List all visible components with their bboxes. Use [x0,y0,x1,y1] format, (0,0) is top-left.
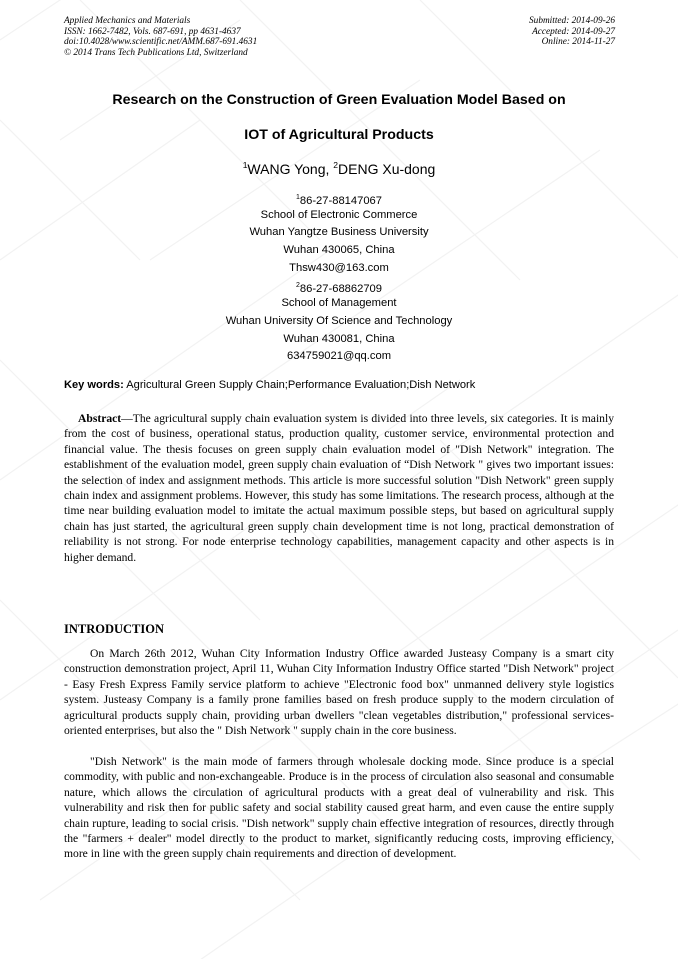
submitted-date: Submitted: 2014-09-26 [529,16,615,26]
abstract-text: —The agricultural supply chain evaluation system is divided into three levels, six categories. It is mainly from the cost of business, operational status, production quality, customer service, environmental protection and financial value. The thesis focuses on green supply chain evaluation model of "Dish Network" integration. The establishment of the evaluation model, green supply chain evaluation of “Dish Network " gives two important issues: the selection of index and assignment methods. This article is more successful solution "Dish Network" green supply chain index and assignment problems. However, this study has some limitations. The research process, although at the time near building evaluation model to imitate the actual maximum possible steps, but based on agricultural supply chain has just started, the agricultural green supply chain development time is not long, practical demonstration of reliability is not strong. For node enterprise technology capabilities, management capacity and other aspects is in higher demand. [64,412,614,564]
affiliation-1-university: Wuhan Yangtze Business University [249,226,429,239]
affiliation-2-school: School of Management [281,297,397,310]
journal-info [64,16,257,58]
online-date: Online: 2014-11-27 [541,37,615,47]
affiliation-1-superscript: 1 [295,194,300,201]
journal-copyright: © 2014 Trans Tech Publications Ltd, Switzerland [64,47,248,58]
paper-title-line-1: Research on the Construction of Green Evaluation Model Based on [112,92,566,108]
author-1-superscript: 1 [242,160,248,170]
affiliation-1-phone: 86-27-88147067 [299,195,383,207]
affiliation-1-school: School of Electronic Commerce [260,208,418,221]
affiliation-1-email[interactable]: Thsw430@163.com [289,261,389,274]
author-2-name: DENG Xu-dong [338,161,436,177]
author-list [0,160,678,177]
author-1-name: WANG Yong, [247,161,334,177]
abstract-label: Abstract [78,412,122,425]
paper-title-line-2: IOT of Agricultural Products [244,127,434,143]
affiliation-2-email[interactable]: 634759021@qq.com [286,350,392,363]
affiliation-2-phone: 86-27-68862709 [299,283,383,296]
affiliations [0,189,678,366]
keywords [64,379,624,391]
accepted-date: Accepted: 2014-09-27 [532,26,615,37]
keywords-text: Agricultural Green Supply Chain;Performance Evaluation;Dish Network [123,379,476,391]
journal-doi[interactable]: doi:10.4028/www.scientific.net/AMM.687-691.4631 [64,37,258,47]
affiliation-2-city: Wuhan 430081, China [283,332,395,345]
journal-name: Applied Mechanics and Materials [64,16,191,26]
introduction-paragraph-2: "Dish Network" is the main mode of farmers through wholesale docking mode. Since produce is a special commodity, with public and non-exchangeable. Produce is in the process of circulation also seasonal and consumable nature, which allows the circulation of agricultural products with a great deal of vulnerability and risk. This vulnerability and risk then for public safety and social stability caused great harm, and even cause the entire supply chain rupture, leading to social crisis. "Dish network" supply chain effective integration of resources, directly through the "farmers + dealer" model directly to the product to market, significantly reducing costs, improving efficiency, more in line with the green supply chain requirements and direction of development. [64,755,614,861]
affiliation-2-superscript: 2 [295,282,300,290]
keywords-label: Key words: [64,379,124,391]
abstract [64,411,614,565]
author-2-superscript: 2 [333,160,339,170]
affiliation-1-city: Wuhan 430065, China [283,244,395,257]
publication-dates [529,16,615,48]
introduction-heading: INTRODUCTION [64,622,165,636]
affiliation-2-university: Wuhan University Of Science and Technology [225,314,453,327]
journal-issn: ISSN: 1662-7482, Vols. 687-691, pp 4631-4637 [64,26,241,37]
affiliation-2-phone-line [0,277,678,295]
introduction-paragraph-1: On March 26th 2012, Wuhan City Information Industry Office awarded Justeasy Company is a smart city construction demonstration project, April 11, Wuhan City Information Industry Office started "Dish Network" project - Easy Fresh Express Family service platform to achieve "Electronic food box" unmanned delivery style logistics system. Justeasy Company is a family prone families based on fresh produce supply to the modern circulation of agricultural products supply chain, providing urban dwellers "clean vegetables distribution," professional services-oriented enterprises, but also the " Dish Network " supply chain in the core business. [64,647,614,738]
affiliation-1-phone-line [0,189,678,207]
